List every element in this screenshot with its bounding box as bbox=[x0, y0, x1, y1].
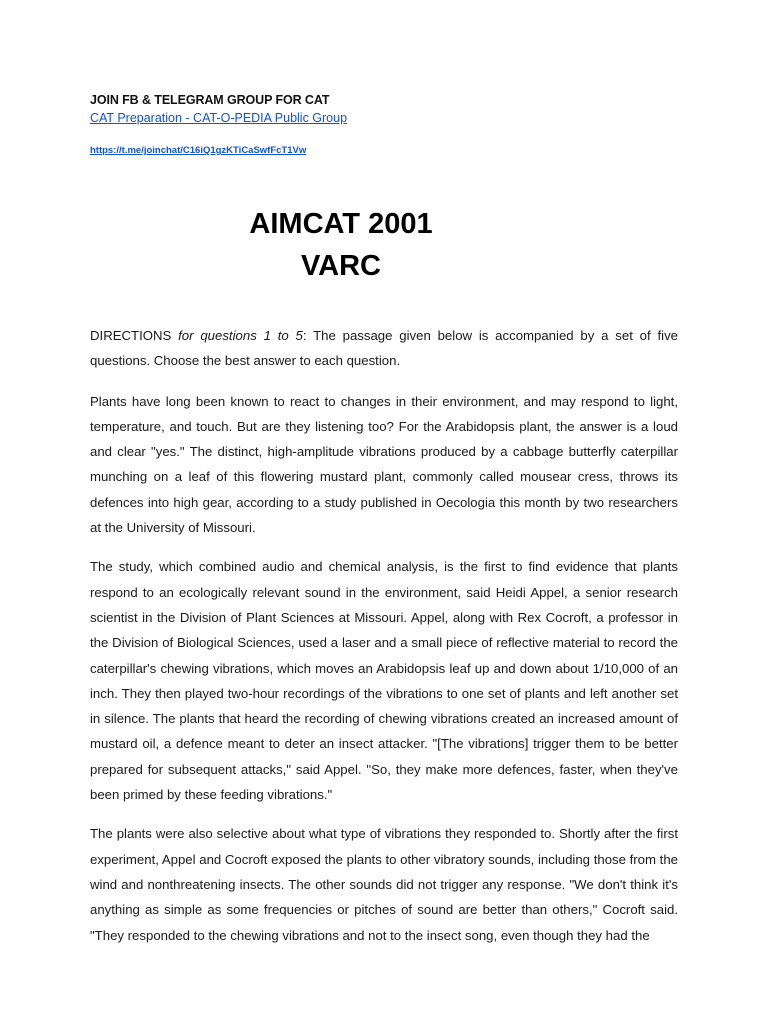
directions-label: DIRECTIONS bbox=[90, 328, 172, 343]
title-line-1: AIMCAT 2001 bbox=[249, 208, 433, 240]
group-link[interactable]: CAT Preparation - CAT-O-PEDIA Public Group bbox=[90, 111, 348, 125]
passage-paragraph-2: The study, which combined audio and chemical analysis, is the first to find evidence that plants respond to an ecologically relevant sound in the environment, said Heidi Appel, a senior research scientist in the Division of Plant Sciences at Missouri. Appel, along with Rex Cocroft, a professor in the Division of Biological Sciences, used a laser and a small piece of reflective material to record the caterpillar's chewing vibrations, which moves an Arabidopsis leaf up and down about 1/10,000 of an inch. They then played two-hour recordings of the vibrations to one set of plants and left another set in silence. The plants that heard the recording of chewing vibrations created an increased amount of mustard oil, a defence meant to deter an insect attacker. "[The vibrations] trigger them to be better prepared for subsequent attacks," said Appel. "So, they make more defences, faster, when they've been primed by these feeding vibrations." bbox=[90, 559, 678, 803]
document-body bbox=[90, 92, 678, 948]
telegram-link[interactable]: https://t.me/joinchat/C16iQ1gzKTiCaSwfFcT1Vw bbox=[90, 145, 307, 156]
directions-text: : The passage given below is accompanied by a set of five questions. Choose the best answer to each question. bbox=[90, 328, 678, 369]
title-line-2: VARC bbox=[300, 250, 382, 282]
join-group-heading: JOIN FB & TELEGRAM GROUP FOR CAT bbox=[90, 93, 330, 107]
directions-paragraph bbox=[90, 323, 678, 374]
directions-scope: for questions 1 to 5 bbox=[178, 328, 303, 343]
passage-paragraph-3: The plants were also selective about what type of vibrations they responded to. Shortly after the first experiment, Appel and Cocroft exposed the plants to other vibratory sounds, including those from the wind and nonthreatening insects. The other sounds did not trigger any response. "We don't think it's anything as simple as some frequencies or pitches of sound are better than others," Cocroft said. "They responded to the chewing vibrations and not to the insect song, even though they had the bbox=[90, 826, 678, 943]
passage-paragraph-1: Plants have long been known to react to changes in their environment, and may respond to light, temperature, and touch. But are they listening too? For the Arabidopsis plant, the answer is a loud and clear "yes." The distinct, high-amplitude vibrations produced by a cabbage butterfly caterpillar munching on a leaf of this flowering mustard plant, commonly called mousear cress, throws its defences into high gear, according to a study published in Oecologia this month by two researchers at the University of Missouri. bbox=[90, 393, 678, 536]
page-title bbox=[90, 203, 678, 287]
